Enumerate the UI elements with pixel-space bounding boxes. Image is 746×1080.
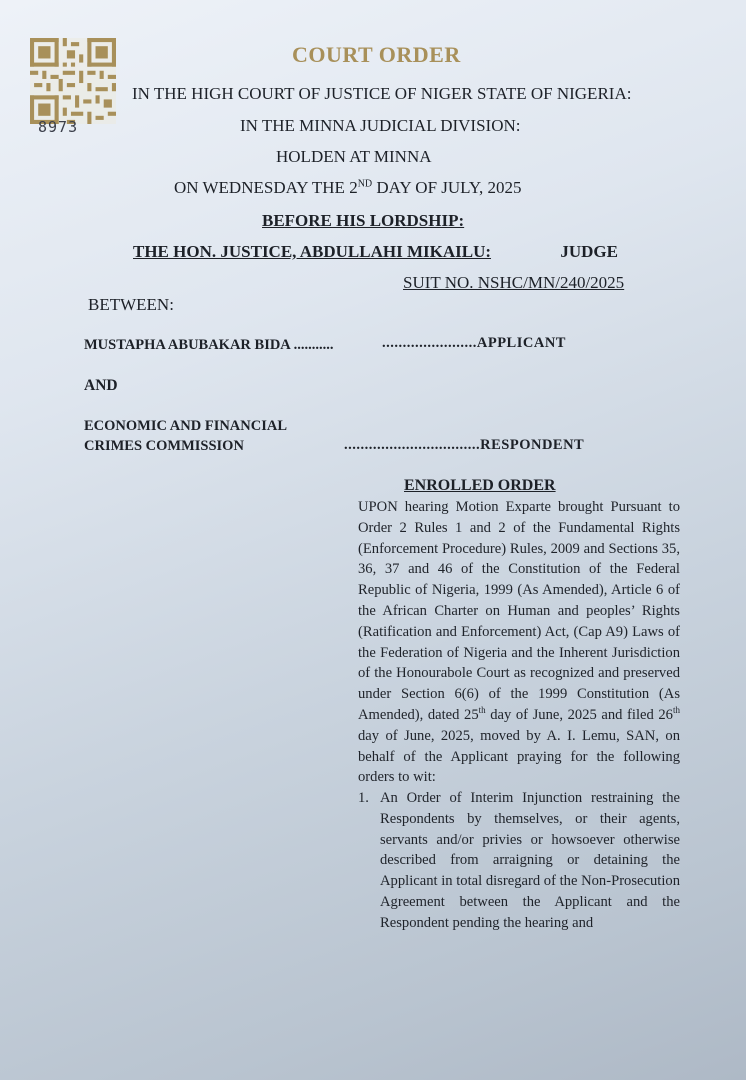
and-label: AND [84, 377, 118, 394]
document-title: COURT ORDER [292, 42, 461, 67]
enrolled-order-heading: ENROLLED ORDER [404, 477, 556, 494]
judicial-division: IN THE MINNA JUDICIAL DIVISION: [240, 116, 521, 135]
order-item-number: 1. [358, 790, 369, 806]
holden-at: HOLDEN AT MINNA [276, 147, 432, 166]
applicant-name: MUSTAPHA ABUBAKAR BIDA ........... [84, 337, 334, 353]
before-his-lordship: BEFORE HIS LORDSHIP: [262, 211, 465, 230]
order-item-text: An Order of Interim Injunction restraining the Respondents by themselves, or their agents, servants and/or privies or howsoever otherwise described from arraigning or detaining the Applicant in total disregard of the Non-Prosecution Agreement between the Applicant and the Respondent pending the hearing and [380, 790, 680, 931]
judge-title: JUDGE [560, 242, 618, 261]
respondent-role: .................................RESPONDENT [344, 437, 585, 453]
applicant-role: .......................APPLICANT [382, 335, 566, 351]
judge-name: THE HON. JUSTICE, ABDULLAHI MIKAILU: [133, 242, 492, 261]
order-item-1 [358, 788, 680, 934]
qr-serial-number: 8973 [38, 118, 79, 136]
qr-code [30, 38, 116, 124]
suit-number: SUIT NO. NSHC/MN/240/2025 [403, 273, 625, 292]
order-preamble: UPON hearing Motion Exparte brought Pursuant to Order 2 Rules 1 and 2 of the Fundamental Rights (Enforcement Procedure) Rules, 2009 and Sections 35, 36, 37 and 46 of the Constitution of the Federal Republic of Nigeria, 1999 (As Amended), Article 6 of the African Charter on Human and peoples’ Rights (Ratification and Enforcement) Act, (Cap A9) Laws of the Federation of Nigeria and the Inherent Jurisdiction of the Honourabole Court as recognized and preserved under Section 6(6) of the 1999 Constitution (As Amended), dated 25th day of June, 2025 and filed 26th day of June, 2025, moved by A. I. Lemu, SAN, on behalf of the Applicant praying for the following orders to wit: [358, 499, 680, 786]
respondent-name-line1: ECONOMIC AND FINANCIAL [84, 418, 288, 434]
respondent-name-line2: CRIMES COMMISSION [84, 438, 244, 454]
court-name: IN THE HIGH COURT OF JUSTICE OF NIGER STATE OF NIGERIA: [132, 84, 632, 103]
between-label: BETWEEN: [88, 295, 174, 314]
hearing-date: ON WEDNESDAY THE 2ND DAY OF JULY, 2025 [174, 178, 522, 197]
judge-line [133, 242, 618, 262]
